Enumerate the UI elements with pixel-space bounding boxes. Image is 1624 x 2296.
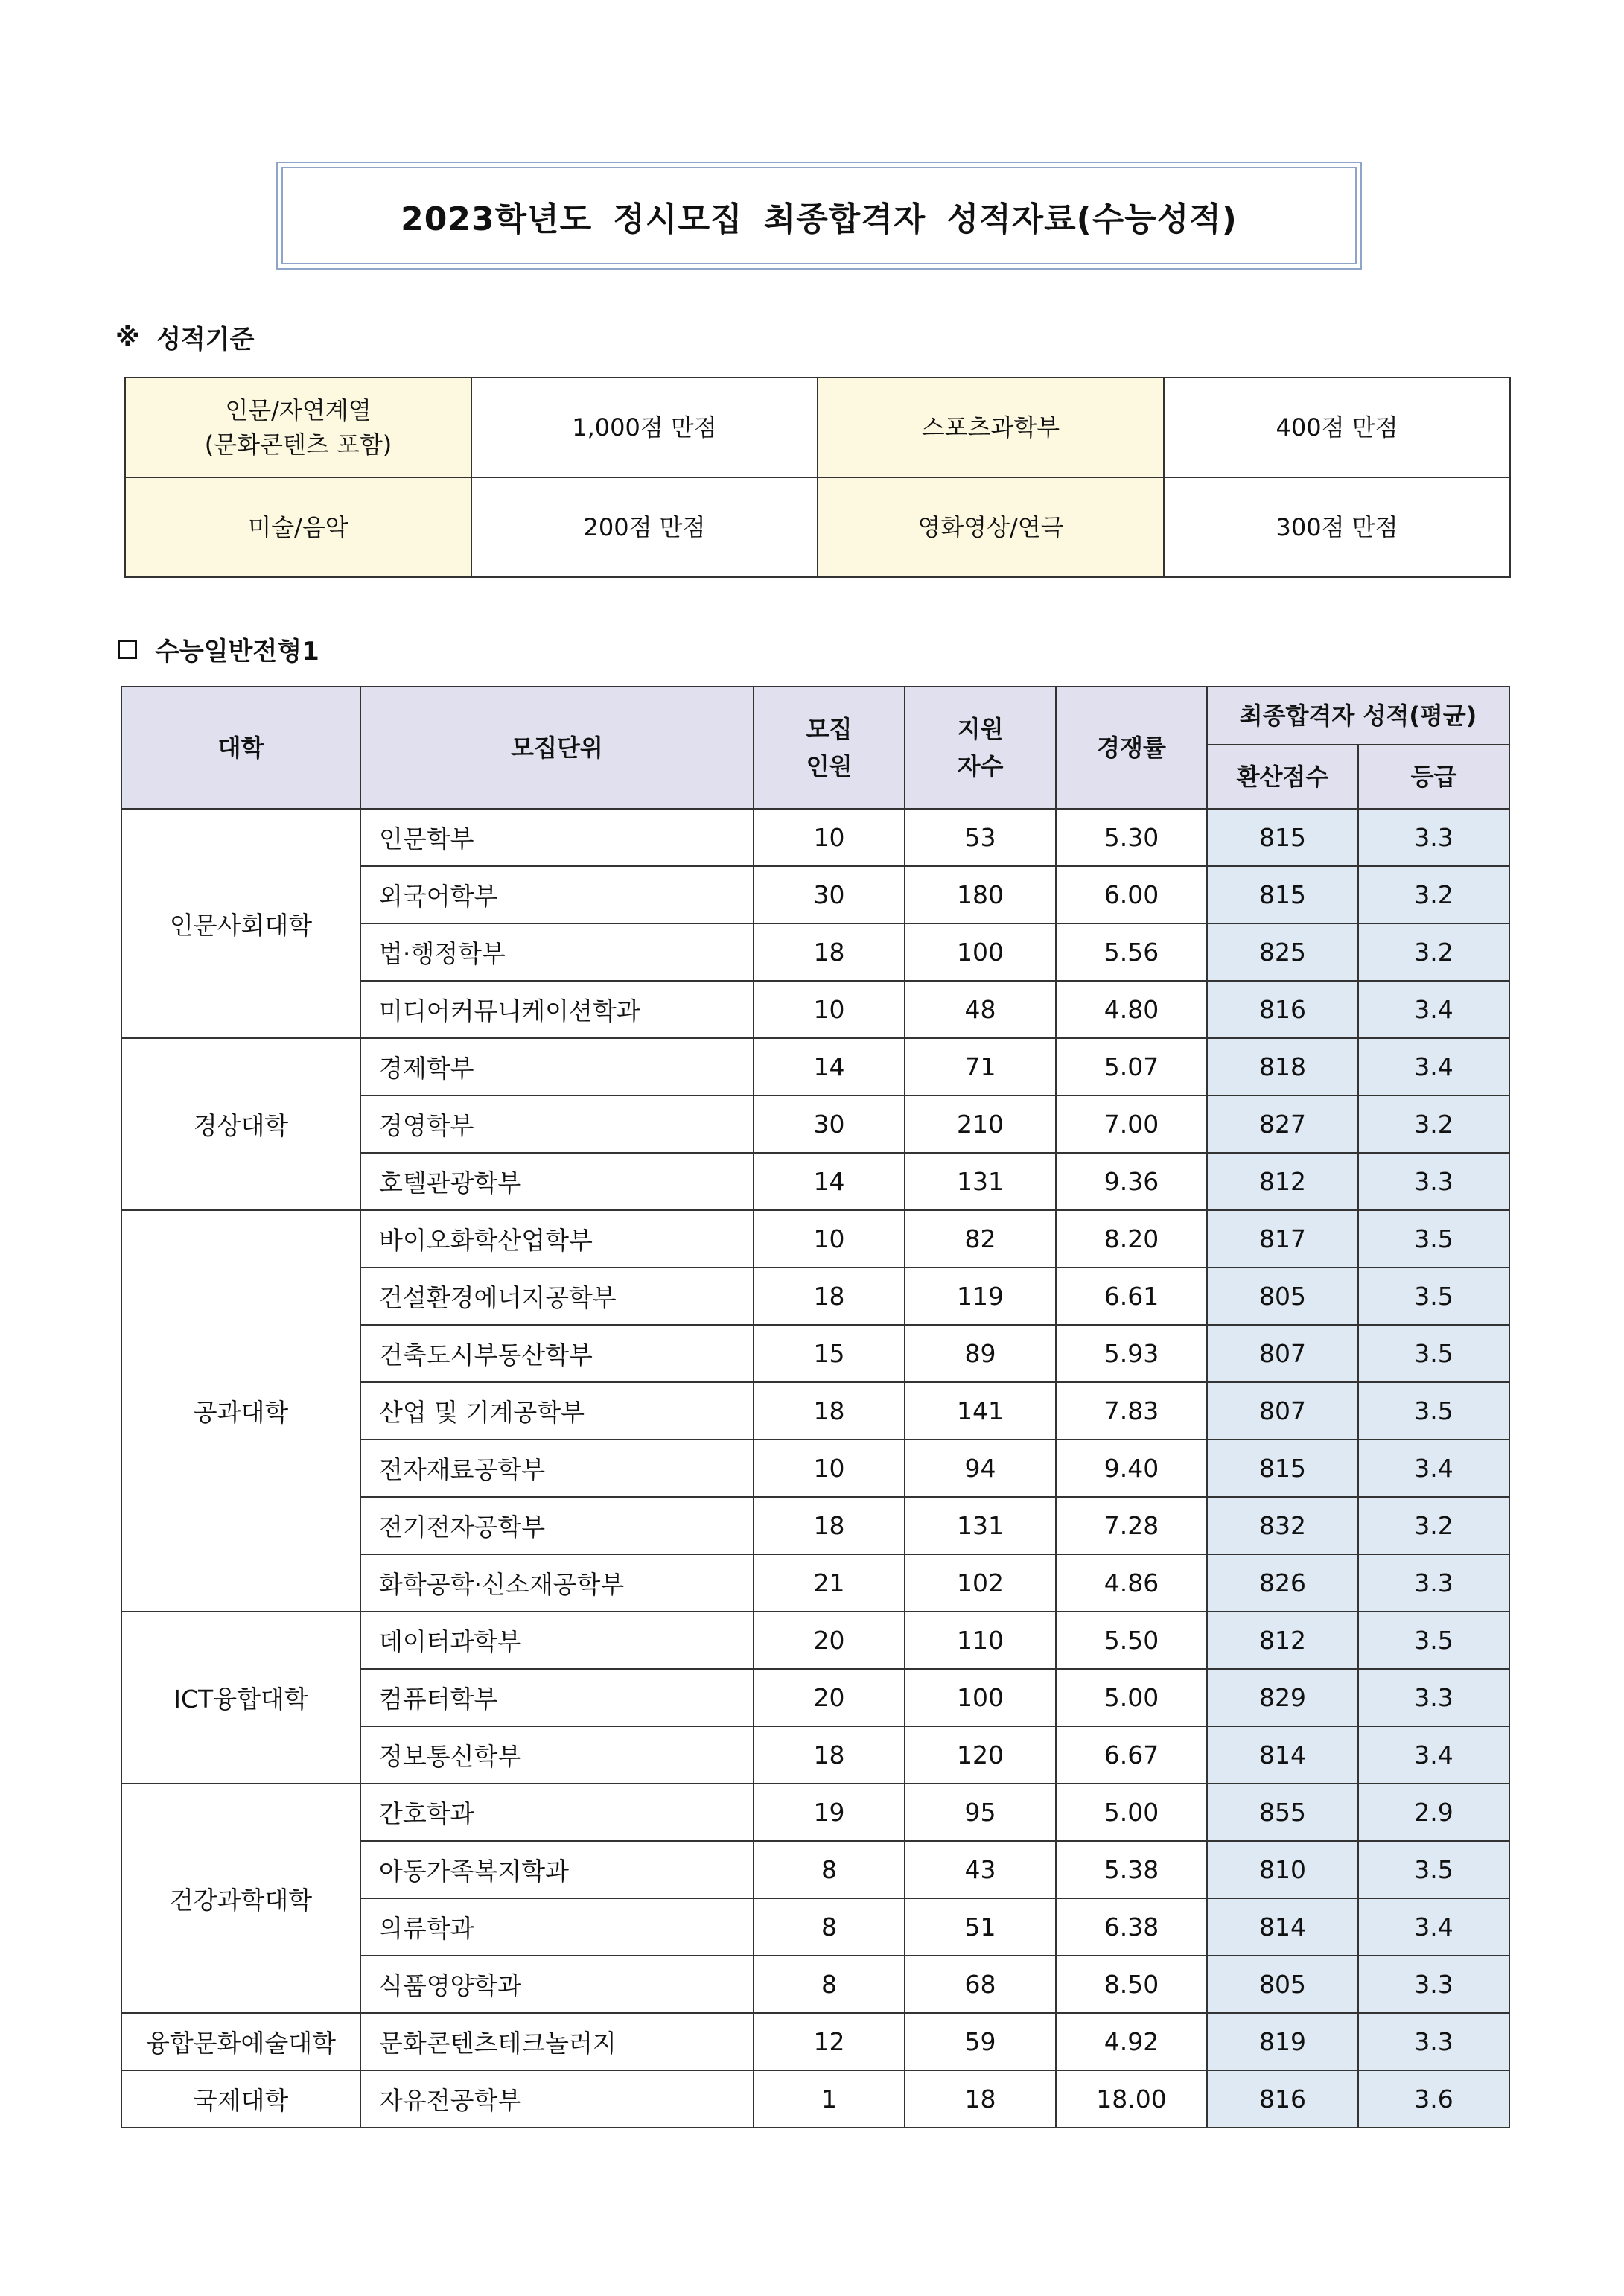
grade-cell: 3.3: [1358, 1669, 1509, 1726]
applicants-cell: 95: [905, 1784, 1056, 1841]
score-cell: 814: [1207, 1898, 1358, 1956]
grade-cell: 3.3: [1358, 809, 1509, 866]
ratio-cell: 7.00: [1056, 1095, 1207, 1153]
applicants-cell: 102: [905, 1554, 1056, 1612]
applicants-cell: 210: [905, 1095, 1056, 1153]
grade-cell: 3.3: [1358, 1153, 1509, 1210]
ratio-cell: 5.30: [1056, 809, 1207, 866]
quota-cell: 8: [754, 1898, 905, 1956]
grade-cell: 3.3: [1358, 1554, 1509, 1612]
applicants-cell: 141: [905, 1382, 1056, 1440]
score-cell: 807: [1207, 1382, 1358, 1440]
ratio-cell: 5.38: [1056, 1841, 1207, 1898]
quota-cell: 15: [754, 1325, 905, 1382]
header-row: [121, 687, 1509, 745]
college-name: 융합문화예술대학: [121, 2013, 360, 2070]
criteria-value: 200점 만점: [471, 477, 818, 577]
grade-cell: 3.4: [1358, 1898, 1509, 1956]
applicants-cell: 180: [905, 866, 1056, 923]
quota-cell: 20: [754, 1612, 905, 1669]
score-cell: 814: [1207, 1726, 1358, 1784]
criteria-label: 영화영상/연극: [818, 477, 1164, 577]
score-cell: 816: [1207, 2070, 1358, 2128]
grade-cell: 3.4: [1358, 1038, 1509, 1095]
criteria-row: [125, 477, 1510, 577]
criteria-table: [124, 377, 1511, 578]
quota-cell: 21: [754, 1554, 905, 1612]
grade-cell: 3.2: [1358, 1497, 1509, 1554]
grade-cell: 3.5: [1358, 1612, 1509, 1669]
ratio-cell: 7.83: [1056, 1382, 1207, 1440]
grade-cell: 3.3: [1358, 1956, 1509, 2013]
applicants-cell: 48: [905, 981, 1056, 1038]
score-cell: 815: [1207, 866, 1358, 923]
unit-cell: 전기전자공학부: [360, 1497, 754, 1554]
table-row: [121, 2070, 1509, 2128]
ratio-cell: 8.50: [1056, 1956, 1207, 2013]
applicants-cell: 82: [905, 1210, 1056, 1268]
criteria-value: 400점 만점: [1164, 378, 1510, 477]
ratio-cell: 4.86: [1056, 1554, 1207, 1612]
criteria-value: 300점 만점: [1164, 477, 1510, 577]
grade-cell: 2.9: [1358, 1784, 1509, 1841]
ratio-cell: 5.56: [1056, 923, 1207, 981]
unit-cell: 간호학과: [360, 1784, 754, 1841]
quota-cell: 14: [754, 1153, 905, 1210]
quota-cell: 8: [754, 1956, 905, 2013]
quota-cell: 14: [754, 1038, 905, 1095]
criteria-label: 미술/음악: [125, 477, 471, 577]
score-cell: 816: [1207, 981, 1358, 1038]
ratio-cell: 6.61: [1056, 1268, 1207, 1325]
ratio-cell: 5.00: [1056, 1784, 1207, 1841]
unit-cell: 자유전공학부: [360, 2070, 754, 2128]
unit-cell: 아동가족복지학과: [360, 1841, 754, 1898]
grade-cell: 3.4: [1358, 981, 1509, 1038]
applicants-cell: 89: [905, 1325, 1056, 1382]
col-header-applicants: 지원 자수: [905, 687, 1056, 809]
ratio-cell: 6.38: [1056, 1898, 1207, 1956]
quota-cell: 19: [754, 1784, 905, 1841]
table-row: [121, 2013, 1509, 2070]
grade-cell: 3.4: [1358, 1726, 1509, 1784]
quota-cell: 18: [754, 923, 905, 981]
applicants-cell: 131: [905, 1497, 1056, 1554]
quota-cell: 30: [754, 866, 905, 923]
applicants-cell: 131: [905, 1153, 1056, 1210]
quota-cell: 18: [754, 1726, 905, 1784]
ratio-cell: 18.00: [1056, 2070, 1207, 2128]
unit-cell: 데이터과학부: [360, 1612, 754, 1669]
grade-cell: 3.3: [1358, 2013, 1509, 2070]
criteria-heading: [115, 319, 254, 355]
criteria-heading-text: 성적기준: [156, 325, 255, 354]
unit-cell: 의류학과: [360, 1898, 754, 1956]
score-cell: 827: [1207, 1095, 1358, 1153]
quota-cell: 10: [754, 809, 905, 866]
score-cell: 825: [1207, 923, 1358, 981]
results-body: [121, 809, 1509, 2128]
unit-cell: 인문학부: [360, 809, 754, 866]
quota-cell: 18: [754, 1268, 905, 1325]
grade-cell: 3.2: [1358, 923, 1509, 981]
col-header-college: 대학: [121, 687, 360, 809]
college-name: 건강과학대학: [121, 1784, 360, 2013]
quota-cell: 12: [754, 2013, 905, 2070]
applicants-cell: 110: [905, 1612, 1056, 1669]
quota-cell: 10: [754, 1210, 905, 1268]
unit-cell: 식품영양학과: [360, 1956, 754, 2013]
college-name: 인문사회대학: [121, 809, 360, 1038]
ratio-cell: 8.20: [1056, 1210, 1207, 1268]
quota-cell: 1: [754, 2070, 905, 2128]
score-cell: 807: [1207, 1325, 1358, 1382]
unit-cell: 건축도시부동산학부: [360, 1325, 754, 1382]
quota-cell: 30: [754, 1095, 905, 1153]
college-name: ICT융합대학: [121, 1612, 360, 1784]
applicants-cell: 71: [905, 1038, 1056, 1095]
college-name: 공과대학: [121, 1210, 360, 1612]
unit-cell: 전자재료공학부: [360, 1440, 754, 1497]
table-row: [121, 1784, 1509, 1841]
applicants-cell: 51: [905, 1898, 1056, 1956]
table-row: [121, 1210, 1509, 1268]
col-header-ratio: 경쟁률: [1056, 687, 1207, 809]
score-cell: 826: [1207, 1554, 1358, 1612]
reference-mark: ※: [115, 322, 141, 352]
unit-cell: 경영학부: [360, 1095, 754, 1153]
col-header-final-group: 최종합격자 성적(평균): [1207, 687, 1509, 745]
grade-cell: 3.5: [1358, 1841, 1509, 1898]
section-heading: [118, 631, 319, 667]
score-cell: 805: [1207, 1268, 1358, 1325]
ratio-cell: 5.50: [1056, 1612, 1207, 1669]
score-cell: 832: [1207, 1497, 1358, 1554]
ratio-cell: 5.00: [1056, 1669, 1207, 1726]
table-row: [121, 1612, 1509, 1669]
unit-cell: 컴퓨터학부: [360, 1669, 754, 1726]
score-cell: 805: [1207, 1956, 1358, 2013]
applicants-cell: 53: [905, 809, 1056, 866]
col-header-unit: 모집단위: [360, 687, 754, 809]
applicants-cell: 94: [905, 1440, 1056, 1497]
ratio-cell: 7.28: [1056, 1497, 1207, 1554]
unit-cell: 건설환경에너지공학부: [360, 1268, 754, 1325]
quota-cell: 8: [754, 1841, 905, 1898]
score-cell: 819: [1207, 2013, 1358, 2070]
ratio-cell: 6.67: [1056, 1726, 1207, 1784]
page-title: 2023학년도 정시모집 최종합격자 성적자료(수능성적): [281, 167, 1357, 264]
ratio-cell: 9.36: [1056, 1153, 1207, 1210]
score-cell: 815: [1207, 1440, 1358, 1497]
grade-cell: 3.5: [1358, 1382, 1509, 1440]
grade-cell: 3.2: [1358, 866, 1509, 923]
score-cell: 810: [1207, 1841, 1358, 1898]
unit-cell: 산업 및 기계공학부: [360, 1382, 754, 1440]
unit-cell: 호텔관광학부: [360, 1153, 754, 1210]
score-cell: 812: [1207, 1612, 1358, 1669]
quota-cell: 18: [754, 1382, 905, 1440]
ratio-cell: 6.00: [1056, 866, 1207, 923]
ratio-cell: 9.40: [1056, 1440, 1207, 1497]
unit-cell: 바이오화학산업학부: [360, 1210, 754, 1268]
applicants-cell: 100: [905, 1669, 1056, 1726]
ratio-cell: 5.93: [1056, 1325, 1207, 1382]
unit-cell: 미디어커뮤니케이션학과: [360, 981, 754, 1038]
title-box: [276, 162, 1362, 270]
criteria-label: 스포츠과학부: [818, 378, 1164, 477]
unit-cell: 경제학부: [360, 1038, 754, 1095]
table-row: [121, 1038, 1509, 1095]
criteria-row: [125, 378, 1510, 477]
score-cell: 812: [1207, 1153, 1358, 1210]
score-cell: 815: [1207, 809, 1358, 866]
unit-cell: 정보통신학부: [360, 1726, 754, 1784]
table-row: [121, 809, 1509, 866]
applicants-cell: 59: [905, 2013, 1056, 2070]
college-name: 국제대학: [121, 2070, 360, 2128]
unit-cell: 외국어학부: [360, 866, 754, 923]
applicants-cell: 43: [905, 1841, 1056, 1898]
applicants-cell: 100: [905, 923, 1056, 981]
score-cell: 817: [1207, 1210, 1358, 1268]
criteria-value: 1,000점 만점: [471, 378, 818, 477]
score-cell: 818: [1207, 1038, 1358, 1095]
ratio-cell: 5.07: [1056, 1038, 1207, 1095]
quota-cell: 10: [754, 1440, 905, 1497]
applicants-cell: 119: [905, 1268, 1056, 1325]
grade-cell: 3.6: [1358, 2070, 1509, 2128]
college-name: 경상대학: [121, 1038, 360, 1210]
applicants-cell: 120: [905, 1726, 1056, 1784]
score-cell: 829: [1207, 1669, 1358, 1726]
applicants-cell: 18: [905, 2070, 1056, 2128]
col-header-quota: 모집 인원: [754, 687, 905, 809]
quota-cell: 18: [754, 1497, 905, 1554]
results-table: [121, 686, 1510, 2128]
col-header-grade: 등급: [1358, 745, 1509, 809]
ratio-cell: 4.80: [1056, 981, 1207, 1038]
section-heading-text: 수능일반전형1: [155, 637, 319, 667]
grade-cell: 3.4: [1358, 1440, 1509, 1497]
score-cell: 855: [1207, 1784, 1358, 1841]
grade-cell: 3.2: [1358, 1095, 1509, 1153]
checkbox-square-icon: [118, 640, 137, 659]
criteria-label: 인문/자연계열 (문화콘텐츠 포함): [125, 378, 471, 477]
unit-cell: 법·행정학부: [360, 923, 754, 981]
grade-cell: 3.5: [1358, 1268, 1509, 1325]
col-header-score: 환산점수: [1207, 745, 1358, 809]
applicants-cell: 68: [905, 1956, 1056, 2013]
grade-cell: 3.5: [1358, 1210, 1509, 1268]
ratio-cell: 4.92: [1056, 2013, 1207, 2070]
quota-cell: 20: [754, 1669, 905, 1726]
quota-cell: 10: [754, 981, 905, 1038]
unit-cell: 화학공학·신소재공학부: [360, 1554, 754, 1612]
unit-cell: 문화콘텐츠테크놀러지: [360, 2013, 754, 2070]
grade-cell: 3.5: [1358, 1325, 1509, 1382]
